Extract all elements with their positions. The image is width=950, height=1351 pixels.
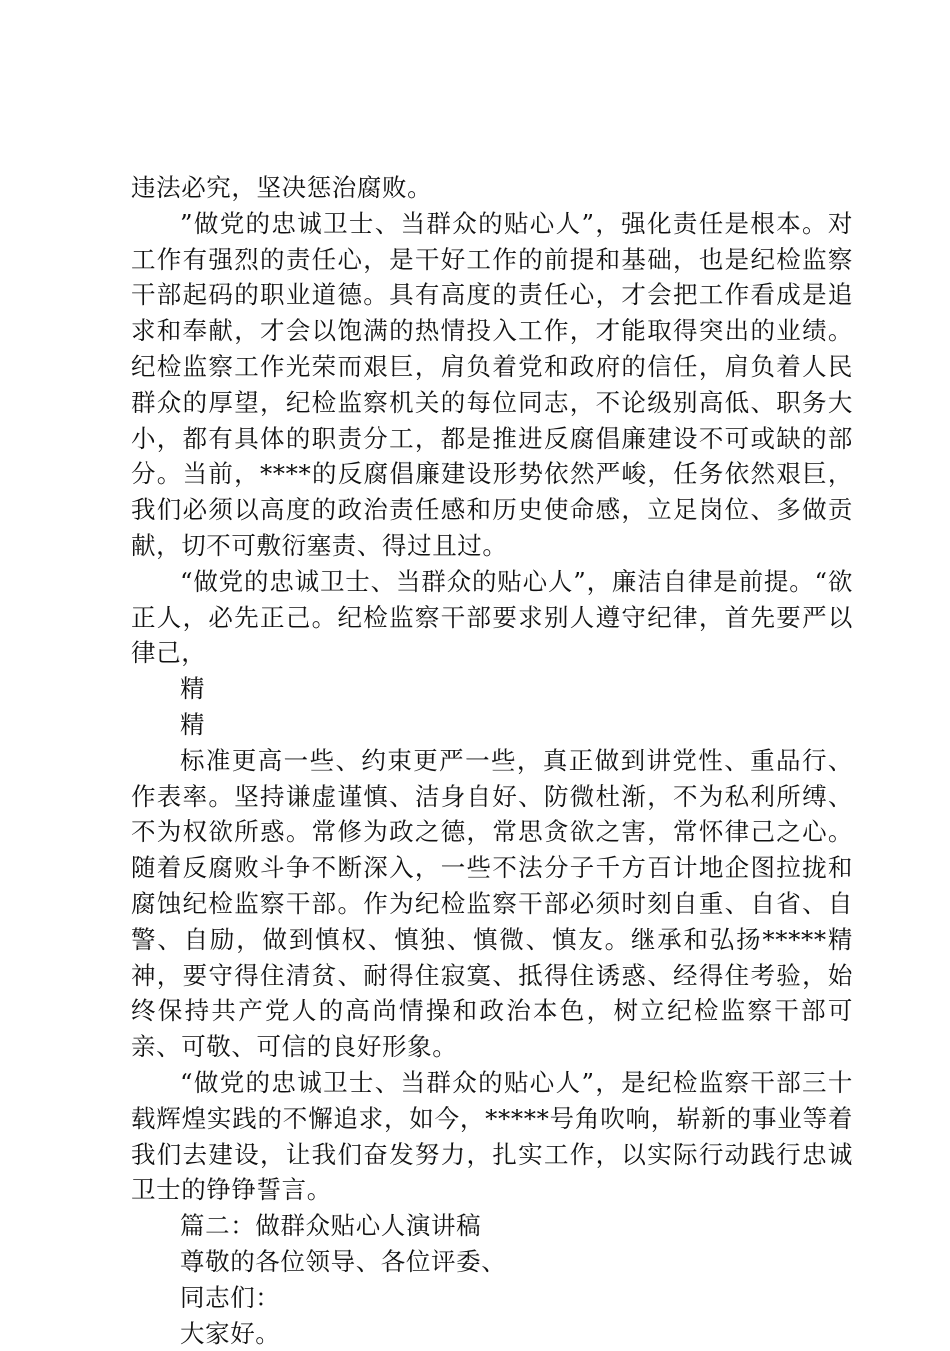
document-body — [131, 170, 853, 1351]
salutation-comrades: 同志们： — [131, 1280, 853, 1316]
paragraph-continuation: 违法必究，坚决惩治腐败。 — [131, 170, 853, 206]
section-title: 篇二：做群众贴心人演讲稿 — [131, 1208, 853, 1244]
paragraph-integrity: “做党的忠诚卫士、当群众的贴心人”，廉洁自律是前提。“欲正人，必先正己。纪检监察干部要求别人遵守纪律，首先要严以律己， — [131, 564, 853, 671]
fragment-jing-1: 精 — [131, 671, 853, 707]
greeting: 大家好。 — [131, 1316, 853, 1351]
paragraph-responsibility: ”做党的忠诚卫士、当群众的贴心人”，强化责任是根本。对工作有强烈的责任心，是干好工作的前提和基础，也是纪检监察干部起码的职业道德。具有高度的责任心，才会把工作看成是追求和奉献，才会以饱满的热情投入工作，才能取得突出的业绩。纪检监察工作光荣而艰巨，肩负着党和政府的信任，肩负着人民群众的厚望，纪检监察机关的每位同志，不论级别高低、职务大小，都有具体的职责分工，都是推进反腐倡廉建设不可或缺的部分。当前，****的反腐倡廉建设形势依然严峻，任务依然艰巨，我们必须以高度的政治责任感和历史使命感，立足岗位、多做贡献，切不可敷衍塞责、得过且过。 — [131, 206, 853, 564]
paragraph-pursuit: “做党的忠诚卫士、当群众的贴心人”，是纪检监察干部三十载辉煌实践的不懈追求，如今，*****号角吹响，崭新的事业等着我们去建设，让我们奋发努力，扎实工作，以实际行动践行忠诚卫士的铮铮誓言。 — [131, 1065, 853, 1208]
paragraph-standards: 标准更高一些、约束更严一些，真正做到讲党性、重品行、作表率。坚持谦虚谨慎、洁身自好、防微杜渐，不为私利所缚、不为权欲所惑。常修为政之德，常思贪欲之害，常怀律己之心。随着反腐败斗争不断深入，一些不法分子千方百计地企图拉拢和腐蚀纪检监察干部。作为纪检监察干部必须时刻自重、自省、自警、自励，做到慎权、慎独、慎微、慎友。继承和弘扬*****精神，要守得住清贫、耐得住寂寞、抵得住诱惑、经得住考验，始终保持共产党人的高尚情操和政治本色，树立纪检监察干部可亲、可敬、可信的良好形象。 — [131, 743, 853, 1065]
fragment-jing-2: 精 — [131, 707, 853, 743]
salutation-leaders: 尊敬的各位领导、各位评委、 — [131, 1244, 853, 1280]
